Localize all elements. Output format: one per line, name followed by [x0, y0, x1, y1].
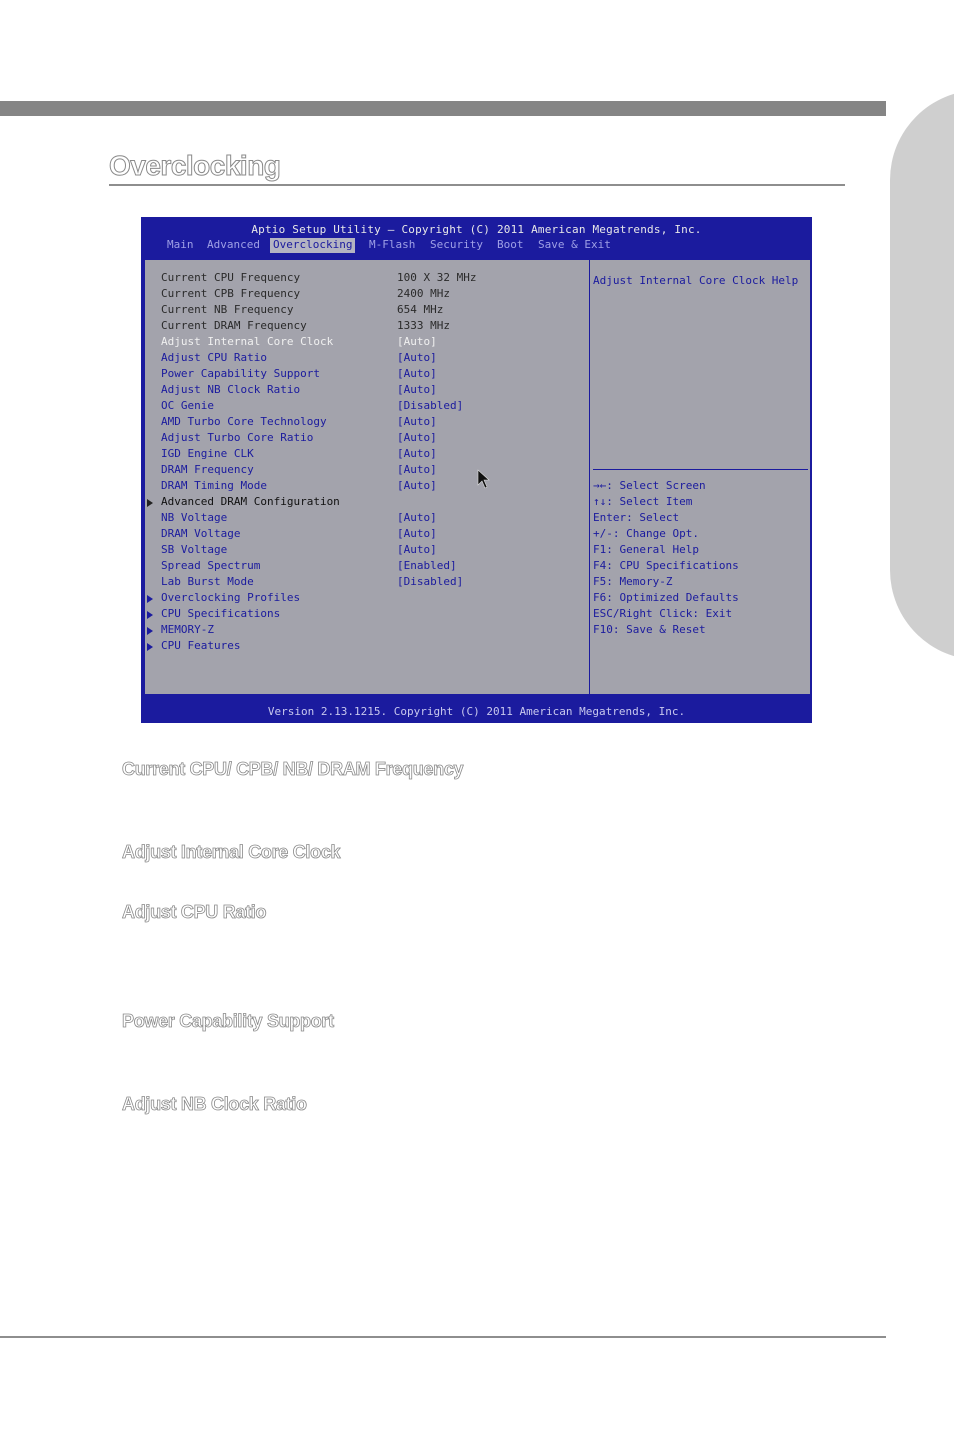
key-hint: →←: Select Screen: [593, 479, 706, 492]
item-label: DRAM Timing Mode: [161, 479, 267, 492]
header-bar: [0, 101, 886, 116]
key-hint: ↑↓: Select Item: [593, 495, 693, 508]
item-label: Spread Spectrum: [161, 559, 261, 572]
tab-main[interactable]: Main: [167, 238, 194, 251]
item-label: CPU Specifications: [161, 607, 281, 620]
submenu-arrow-icon: [147, 623, 155, 639]
subheading-adjust-internal-core-clock: Adjust Internal Core Clock: [122, 842, 341, 862]
submenu-arrow-icon: [147, 639, 155, 655]
panel-divider: [589, 260, 590, 694]
item-value[interactable]: [Auto]: [397, 367, 437, 380]
item-value[interactable]: [Enabled]: [397, 559, 457, 572]
item-label: Power Capability Support: [161, 367, 320, 380]
item-label: MEMORY-Z: [161, 623, 214, 636]
subheading-adjust-cpu-ratio: Adjust CPU Ratio: [122, 902, 267, 922]
item-label: SB Voltage: [161, 543, 228, 556]
item-value[interactable]: [Auto]: [397, 447, 437, 460]
item-value: 2400 MHz: [397, 287, 450, 300]
item-value: 1333 MHz: [397, 319, 450, 332]
bios-footer: Version 2.13.1215. Copyright (C) 2011 American Megatrends, Inc.: [267, 705, 686, 718]
section-title: Overclocking: [109, 150, 281, 181]
key-hint: Enter: Select: [593, 511, 680, 524]
item-label: Lab Burst Mode: [161, 575, 254, 588]
item-value[interactable]: [Disabled]: [397, 399, 464, 412]
footer-rule: [0, 1336, 886, 1338]
item-label: CPU Features: [161, 639, 241, 652]
bios-title: Aptio Setup Utility – Copyright (C) 2011 American Megatrends, Inc.: [251, 223, 702, 236]
item-label: Current NB Frequency: [161, 303, 294, 316]
help-divider: [593, 469, 808, 470]
title-rule: [109, 184, 845, 186]
submenu-arrow-icon: [147, 591, 155, 607]
help-text: Adjust Internal Core Clock Help: [593, 274, 799, 287]
item-value[interactable]: [Auto]: [397, 463, 437, 476]
item-value[interactable]: [Disabled]: [397, 575, 464, 588]
item-value[interactable]: [Auto]: [397, 543, 437, 556]
item-value: 654 MHz: [397, 303, 444, 316]
tab-m-flash[interactable]: M-Flash: [369, 238, 416, 251]
tab-save-exit[interactable]: Save & Exit: [538, 238, 611, 251]
item-label: DRAM Voltage: [161, 527, 241, 540]
item-label: Current CPU Frequency: [161, 271, 301, 284]
item-value[interactable]: [Auto]: [397, 431, 437, 444]
key-hint: F5: Memory-Z: [593, 575, 673, 588]
item-label: Current DRAM Frequency: [161, 319, 307, 332]
item-label: Adjust Turbo Core Ratio: [161, 431, 314, 444]
item-value[interactable]: [Auto]: [397, 335, 437, 348]
item-value[interactable]: [Auto]: [397, 351, 437, 364]
tab-boot[interactable]: Boot: [497, 238, 524, 251]
subheading-current-frequency: Current CPU/ CPB/ NB/ DRAM Frequency: [122, 759, 464, 779]
item-label: AMD Turbo Core Technology: [161, 415, 327, 428]
chapter-side-tab: [890, 90, 954, 660]
key-hint: F6: Optimized Defaults: [593, 591, 739, 604]
item-value: 100 X 32 MHz: [397, 271, 477, 284]
key-hint: F1: General Help: [593, 543, 699, 556]
item-value[interactable]: [Auto]: [397, 527, 437, 540]
item-label: Adjust NB Clock Ratio: [161, 383, 301, 396]
item-label: NB Voltage: [161, 511, 228, 524]
item-label: Adjust Internal Core Clock: [161, 335, 334, 348]
item-value[interactable]: [Auto]: [397, 479, 437, 492]
submenu-arrow-icon: [147, 495, 155, 511]
item-label: IGD Engine CLK: [161, 447, 254, 460]
tab-advanced[interactable]: Advanced: [207, 238, 260, 251]
key-hint: +/-: Change Opt.: [593, 527, 699, 540]
key-hint: ESC/Right Click: Exit: [593, 607, 733, 620]
mouse-pointer-icon: [477, 469, 491, 489]
key-hint: F4: CPU Specifications: [593, 559, 739, 572]
item-label: Advanced DRAM Configuration: [161, 495, 340, 508]
subheading-adjust-nb-clock-ratio: Adjust NB Clock Ratio: [122, 1094, 307, 1114]
tab-security[interactable]: Security: [430, 238, 483, 251]
item-value[interactable]: [Auto]: [397, 415, 437, 428]
tab-overclocking[interactable]: Overclocking: [270, 238, 355, 253]
item-label: Current CPB Frequency: [161, 287, 301, 300]
subheading-power-capability-support: Power Capability Support: [122, 1011, 334, 1031]
item-value[interactable]: [Auto]: [397, 511, 437, 524]
item-value[interactable]: [Auto]: [397, 383, 437, 396]
submenu-arrow-icon: [147, 607, 155, 623]
item-label: DRAM Frequency: [161, 463, 254, 476]
bios-screenshot: [141, 217, 812, 723]
item-label: Overclocking Profiles: [161, 591, 301, 604]
key-hint: F10: Save & Reset: [593, 623, 706, 636]
item-label: Adjust CPU Ratio: [161, 351, 267, 364]
item-label: OC Genie: [161, 399, 214, 412]
